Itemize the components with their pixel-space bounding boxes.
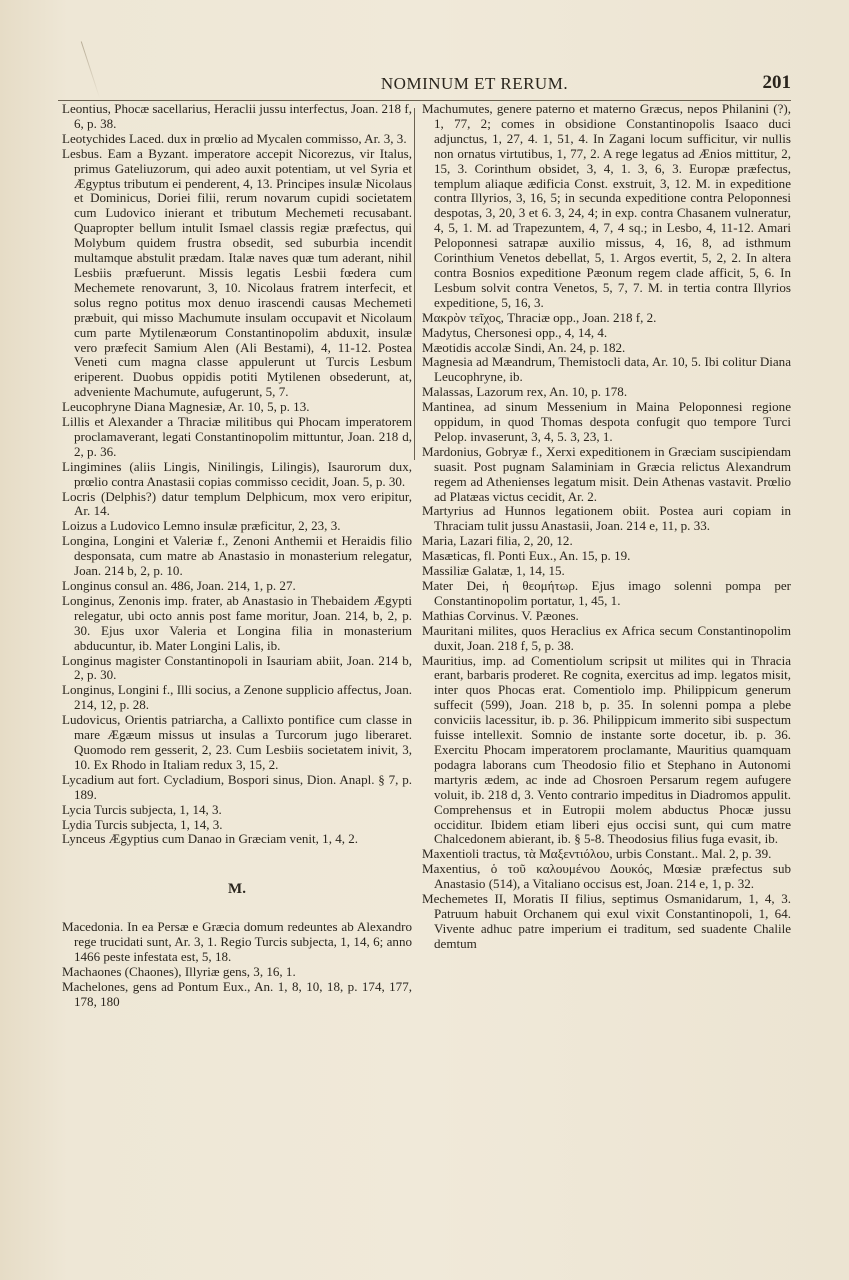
- running-title: NOMINUM ET RERUM.: [380, 74, 569, 93]
- index-entry: Lesbus. Eam a Byzant. imperatore accepit Nicorezus, vir Italus, primus Gateliuzorum, qui adeo auxit potentiam, ut vel Syria et Ægyptus tributum ei penderent, 4, 13. Principes insulæ Nicolaus et Dominicus, Doriei filii, rerum novarum cupidi societatem cum Ludovico inierant et tributum Mechemeti recusabant. Quapropter bellum intulit Ismael classis regiæ præfectus, qui Molybum quidem frustra obsedit, sed suburbia incendit multamque abstulit prædam. Italæ naves quæ tum aderant, nihil Lesbiis præfuerunt. Missis legatis Lesbii fœdera cum Mechemete renovarunt, 3, 10. Nicolaus fratrem interfecit, et solus regno potitus mox denuo irascendi causas Mechemeti præbuit, qui misso Machumute insulam occupavit et Nicolaum cum parte Mytilenæorum Constantinopolim abduxit, insulæ vero præfecit Samium Alen (Ali Bestami), 4, 11-12. Postea Veneti cum magna classe appulerunt ut Turcis Lesbum eriperent. Duobus oppidis potiti Mytilenen obsederunt, at, adveniente Machumute, aufugerunt, 5, 7.: [62, 145, 412, 400]
- index-entry: Macedonia. In ea Persæ e Græcia domum redeuntes ab Alexandro rege trucidati sunt, Ar. 3, 1. Regio Turcis subjecta, 1, 14, 6; anno 1466 peste infestata est, 5, 18.: [62, 919, 412, 965]
- section-heading: M.: [228, 881, 246, 898]
- index-entry: Magnesia ad Mæandrum, Themistocli data, Ar. 10, 5. Ibi colitur Diana Leucophryne, ib.: [422, 354, 791, 385]
- index-entry: Machelones, gens ad Pontum Eux., An. 1, 8, 10, 18, p. 174, 177, 178, 180: [62, 978, 412, 1009]
- index-entry: Machaones (Chaones), Illyriæ gens, 3, 16, 1.: [62, 963, 296, 979]
- index-entry: Mauritius, imp. ad Comentiolum scripsit ut milites qui in Thracia erant, barbaris proderet. Re cognita, exercitus ad imp. legatos misit, inter quos Phocas erat. Comentiolo imp. Philippicum generum suffecit (599), Joan. 218 b, p. 35. In solenni pompa a plebe conviciis lacessitur, ib. p. 36. Philippicum immerito sibi suspectum fuisse intellexit. Somnio de instante sorte docetur, ib. p. 36. Exercitu Phocam imperatorem proclamante, Mauritius quamquam podagra laborans cum Theodosio filio et Stephano in Autonomi martyris ædem, ac inde ad Chosroen Persarum regem aufugere voluit, ib. 218 d, 3. Vento contrario impeditus in Diadromos appulit. Comprehensus et in Eutropii molem abductus Phocæ jussu occiditur. Ibidem etiam liberi ejus occisi sunt, qui cum matre Chalcedonem abierant, ib. § 5-8. Theodosius filius fuga evasit, ib.: [422, 652, 791, 847]
- left-column: [62, 102, 412, 1010]
- index-entry: Malassas, Lazorum rex, An. 10, p. 178.: [422, 384, 628, 400]
- index-entry: Lillis et Alexander a Thraciæ militibus qui Phocam imperatorem proclamaverant, legati Constantinopolim mittuntur, Joan. 218 d, 2, p. 36.: [62, 414, 412, 459]
- index-entry: Leucophryne Diana Magnesiæ, Ar. 10, 5, p. 13.: [62, 399, 310, 415]
- index-entry: Lydia Turcis subjecta, 1, 14, 3.: [62, 816, 223, 832]
- index-entry: Loizus a Ludovico Lemno insulæ præficitur, 2, 23, 3.: [62, 518, 341, 534]
- page-number: 201: [762, 72, 791, 93]
- index-entry: Maria, Lazari filia, 2, 20, 12.: [422, 533, 573, 549]
- index-entry: Leotychides Laced. dux in prœlio ad Mycalen commisso, Ar. 3, 3.: [62, 130, 407, 146]
- index-entry: Mater Dei, ἡ θεομήτωρ. Ejus imago solenni pompa per Constantinopolim portatur, 1, 45, 1.: [422, 578, 791, 608]
- column-divider: [414, 108, 415, 460]
- index-entry: Madytus, Chersonesi opp., 4, 14, 4.: [422, 324, 608, 340]
- index-entry: Machumutes, genere paterno et materno Græcus, nepos Philanini (?), 1, 77, 2; comes in obsidione Constantinopolis Isaaco duci adjunctus, 1, 27, 4. 1, 51, 4. In Zagani locum sufficitur, vir nullis non ornatus virtutibus, 1, 77, 2. A rege legatus ad Ænios mittitur, 2, 15, 3. Corinthum obsidet, 3, 4, 1. 3, 6, 3. Europæ præfectus, templum aliaque ædificia Const. exstruit, 3, 12. M. in expeditione contra Illyrios, 3, 16, 5; in secunda expeditione contra Peloponnesi despotas, 3, 20, 3 et 6. 3, 24, 4; in exp. contra Chasanem vulneratur, 4, 5, 1. M. ad Trapezuntem, 4, 7, 4 sq.; in Lesbo, 4, 11-12. Amari Peloponnesi satrapæ auxilio missus, 4, 16, 8, ad isthmum Corinthium Venetos debellat, 5, 1. Argos evertit, 5, 2, 2. In altera contra Bosnios expeditione Pæonum regem clade afficit, 5, 6. In Lesbum solvit contra Venetos, 5, 7, 7. M. in tertia contra Illyrios expeditione, 5, 16, 3.: [422, 101, 791, 310]
- index-entry: Longinus consul an. 486, Joan. 214, 1, p. 27.: [62, 578, 296, 593]
- index-entry: Lingimines (aliis Lingis, Ninilingis, Lilingis), Isaurorum dux, prœlio contra Anastasii copias commisso cecidit, Joan. 5, p. 30.: [62, 458, 412, 489]
- index-entry: Longinus magister Constantinopoli in Isauriam abiit, Joan. 214 b, 2, p. 30.: [62, 652, 412, 683]
- index-entry: Mauritani milites, quos Heraclius ex Africa secum Constantinopolim duxit, Joan. 218 f, 5, p. 38.: [422, 622, 791, 653]
- index-entry: Massiliæ Galatæ, 1, 14, 15.: [422, 563, 565, 579]
- right-column: [422, 102, 791, 952]
- index-entry: Lycadium aut fort. Cycladium, Bospori sinus, Dion. Anapl. § 7, p. 189.: [62, 771, 412, 802]
- m-entry-list: [62, 920, 412, 1009]
- index-entry: Mardonius, Gobryæ f., Xerxi expeditionem in Græciam suscipiendam suasit. Post pugnam Salaminiam in Græcia relictus Alexandrum regem ad Athenienses legatum misit. Dein Athenas vastavit. Prœlio ad Platæas victus cecidit, Ar. 2.: [422, 443, 791, 504]
- index-entry: Longinus, Zenonis imp. frater, ab Anastasio in Thebaidem Ægypti relegatur, ubi octo annis post fame moritur, Joan. 214, b, 2, p. 30. Ejus uxor Valeria et Longina filia in monasterium abducuntur, ib. Mater Longini Lalis, ib.: [62, 592, 412, 653]
- index-entry: Lynceus Ægyptius cum Danao in Græciam venit, 1, 4, 2.: [62, 831, 359, 847]
- index-entry: Μακρὸν τεῖχος, Thraciæ opp., Joan. 218 f, 2.: [422, 309, 657, 325]
- index-entry: Mantinea, ad sinum Messenium in Maina Peloponnesi regione oppidum, in quod Thomas despota confugit quo tempore Turci Pelop. invaserunt, 3, 4, 5. 3, 23, 1.: [422, 399, 791, 444]
- index-entry: Mechemetes II, Moratis II filius, septimus Osmanidarum, 1, 4, 3. Patruum habuit Orchanem qui exul vixit Constantinopoli, 1, 64. Vivente adhuc patre imperium ei traditum, sed suadente Chalile demtum: [422, 891, 791, 951]
- index-entry: Martyrius ad Hunnos legationem obiit. Postea auri copiam in Thraciam tulit jussu Anastasii, Joan. 214 e, 11, p. 33.: [422, 503, 791, 534]
- index-entry: Masæticas, fl. Ponti Eux., An. 15, p. 19.: [422, 548, 631, 564]
- index-entry: Longina, Longini et Valeriæ f., Zenoni Anthemii et Heraidis filio desponsata, cum matre ab Anastasio in monasterium relegatur, Joan. 214 b, 2, p. 10.: [62, 533, 412, 579]
- index-entry: Ludovicus, Orientis patriarcha, a Callixto pontifice cum classe in mare Ægæum missus ut insulas a Turcorum jugo liberaret. Quomodo rem gesserit, 2, 23. Cum Lesbiis societatem inivit, 3, 10. Ex Rhodo in Italiam redux 3, 15, 2.: [62, 712, 412, 772]
- right-entry-list: [422, 102, 791, 952]
- index-entry: Mæotidis accolæ Sindi, An. 24, p. 182.: [422, 339, 626, 355]
- index-entry: Locris (Delphis?) datur templum Delphicum, mox vero eripitur, Ar. 14.: [62, 488, 412, 519]
- index-entry: Leontius, Phocæ sacellarius, Heraclii jussu interfectus, Joan. 218 f, 6, p. 38.: [62, 101, 412, 131]
- left-entry-list: [62, 102, 412, 847]
- index-entry: Longinus, Longini f., Illi socius, a Zenone supplicio affectus, Joan. 214, 12, p. 28.: [62, 682, 412, 713]
- index-entry: Maxentioli tractus, τὰ Μαξεντιόλου, urbis Constant.. Mal. 2, p. 39.: [422, 846, 772, 862]
- page-header: [60, 74, 819, 98]
- index-entry: Lycia Turcis subjecta, 1, 14, 3.: [62, 801, 222, 817]
- index-entry: Mathias Corvinus. V. Pæones.: [422, 607, 579, 623]
- index-entry: Maxentius, ὁ τοῦ καλουμένου Δουκός, Mœsiæ præfectus sub Anastasio (514), a Vitaliano occisus est, Joan. 214 e, 1, p. 32.: [422, 861, 791, 892]
